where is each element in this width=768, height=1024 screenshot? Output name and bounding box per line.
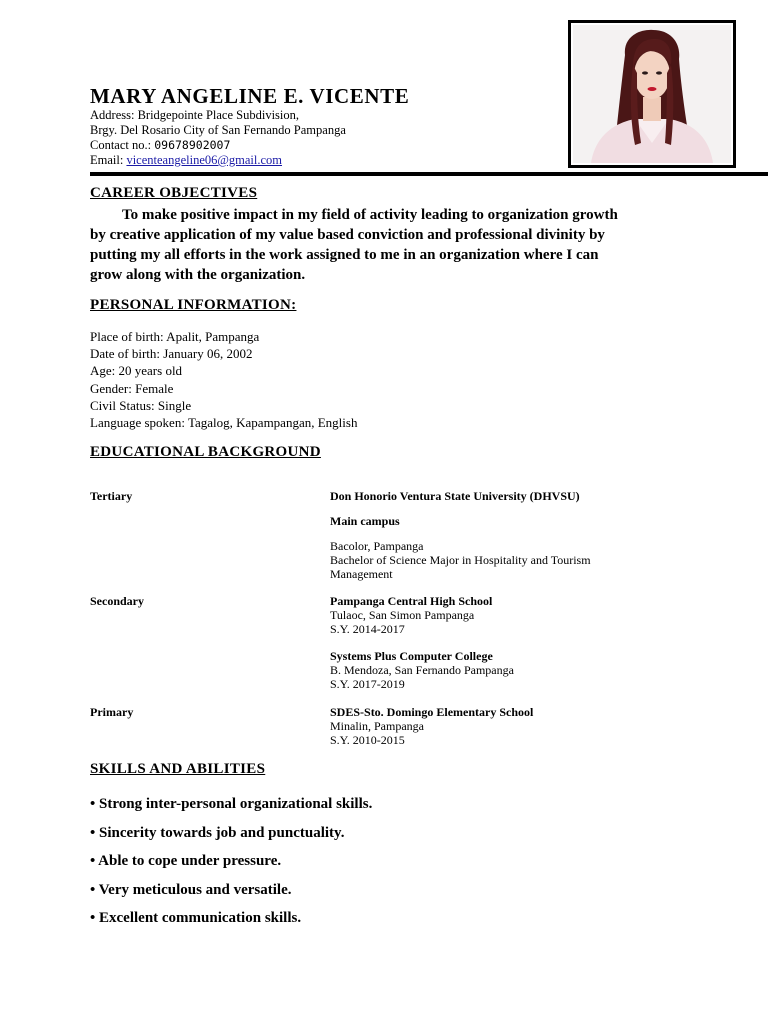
secondary-school-1-sy: S.Y. 2014-2017 — [330, 622, 405, 637]
primary-label: Primary — [90, 705, 134, 719]
primary-school-sy: S.Y. 2010-2015 — [330, 733, 405, 748]
tertiary-degree-line-1: Bachelor of Science Major in Hospitality and Tourism — [330, 553, 591, 568]
career-line-1: To make positive impact in my field of activity leading to organization growth — [122, 207, 618, 223]
contact-value: 09678902007 — [154, 138, 231, 152]
secondary-school-2-name: Systems Plus Computer College — [330, 649, 493, 663]
career-line-3: putting my all efforts in the work assigned to me in an organization where I can — [90, 247, 599, 263]
languages-spoken: Language spoken: Tagalog, Kapampangan, English — [90, 415, 358, 431]
skill-item: • Sincerity towards job and punctuality. — [90, 824, 345, 841]
address-line-1: Address: Bridgepointe Place Subdivision, — [90, 108, 300, 122]
primary-school-name: SDES-Sto. Domingo Elementary School — [330, 705, 534, 719]
date-of-birth: Date of birth: January 06, 2002 — [90, 346, 253, 362]
secondary-school-2-sy: S.Y. 2017-2019 — [330, 677, 405, 692]
civil-status: Civil Status: Single — [90, 397, 192, 413]
tertiary-details — [330, 539, 660, 582]
tertiary-school: Don Honorio Ventura State University (DHVSU) — [330, 489, 580, 503]
contact-label: Contact no.: — [90, 138, 152, 152]
educational-background-heading: EDUCATIONAL BACKGROUND — [90, 444, 321, 460]
header-divider — [90, 172, 768, 176]
applicant-name: MARY ANGELINE E. VICENTE — [90, 84, 410, 108]
skills-list — [90, 796, 372, 939]
skill-item: • Able to cope under pressure. — [90, 853, 282, 869]
skill-item: • Strong inter-personal organizational skills. — [90, 796, 373, 812]
secondary-school-1-location: Tulaoc, San Simon Pampanga — [330, 608, 475, 623]
primary-school-location: Minalin, Pampanga — [330, 719, 424, 734]
tertiary-location: Bacolor, Pampanga — [330, 539, 424, 553]
career-objective-text — [90, 205, 690, 285]
skill-item: • Very meticulous and versatile. — [90, 881, 292, 898]
secondary-label: Secondary — [90, 594, 144, 608]
profile-photo-image — [573, 25, 731, 163]
personal-information-heading: PERSONAL INFORMATION: — [90, 297, 297, 313]
email — [90, 153, 282, 168]
primary-school — [330, 705, 660, 748]
secondary-school-1 — [330, 594, 660, 637]
career-line-4: grow along with the organization. — [90, 267, 306, 283]
address-line-2: Brgy. Del Rosario City of San Fernando Pampanga — [90, 123, 346, 137]
email-link[interactable]: vicenteangeline06@gmail.com — [126, 153, 283, 167]
tertiary-campus: Main campus — [330, 514, 400, 528]
tertiary-label: Tertiary — [90, 489, 133, 503]
tertiary-degree-line-2: Management — [330, 567, 393, 582]
career-line-2: by creative application of my value based conviction and professional divinity by — [90, 227, 605, 243]
place-of-birth: Place of birth: Apalit, Pampanga — [90, 329, 260, 344]
personal-information-list — [90, 328, 357, 431]
skill-item: • Excellent communication skills. — [90, 910, 302, 926]
skills-heading: SKILLS AND ABILITIES — [90, 761, 266, 777]
age: Age: 20 years old — [90, 363, 183, 379]
gender: Gender: Female — [90, 380, 174, 396]
contact-number — [90, 138, 230, 153]
secondary-school-1-name: Pampanga Central High School — [330, 594, 493, 608]
secondary-school-2-location: B. Mendoza, San Fernando Pampanga — [330, 663, 514, 678]
email-label: Email: — [90, 153, 124, 167]
profile-photo — [568, 20, 736, 168]
career-objectives-heading: CAREER OBJECTIVES — [90, 185, 258, 201]
secondary-school-2 — [330, 649, 660, 692]
